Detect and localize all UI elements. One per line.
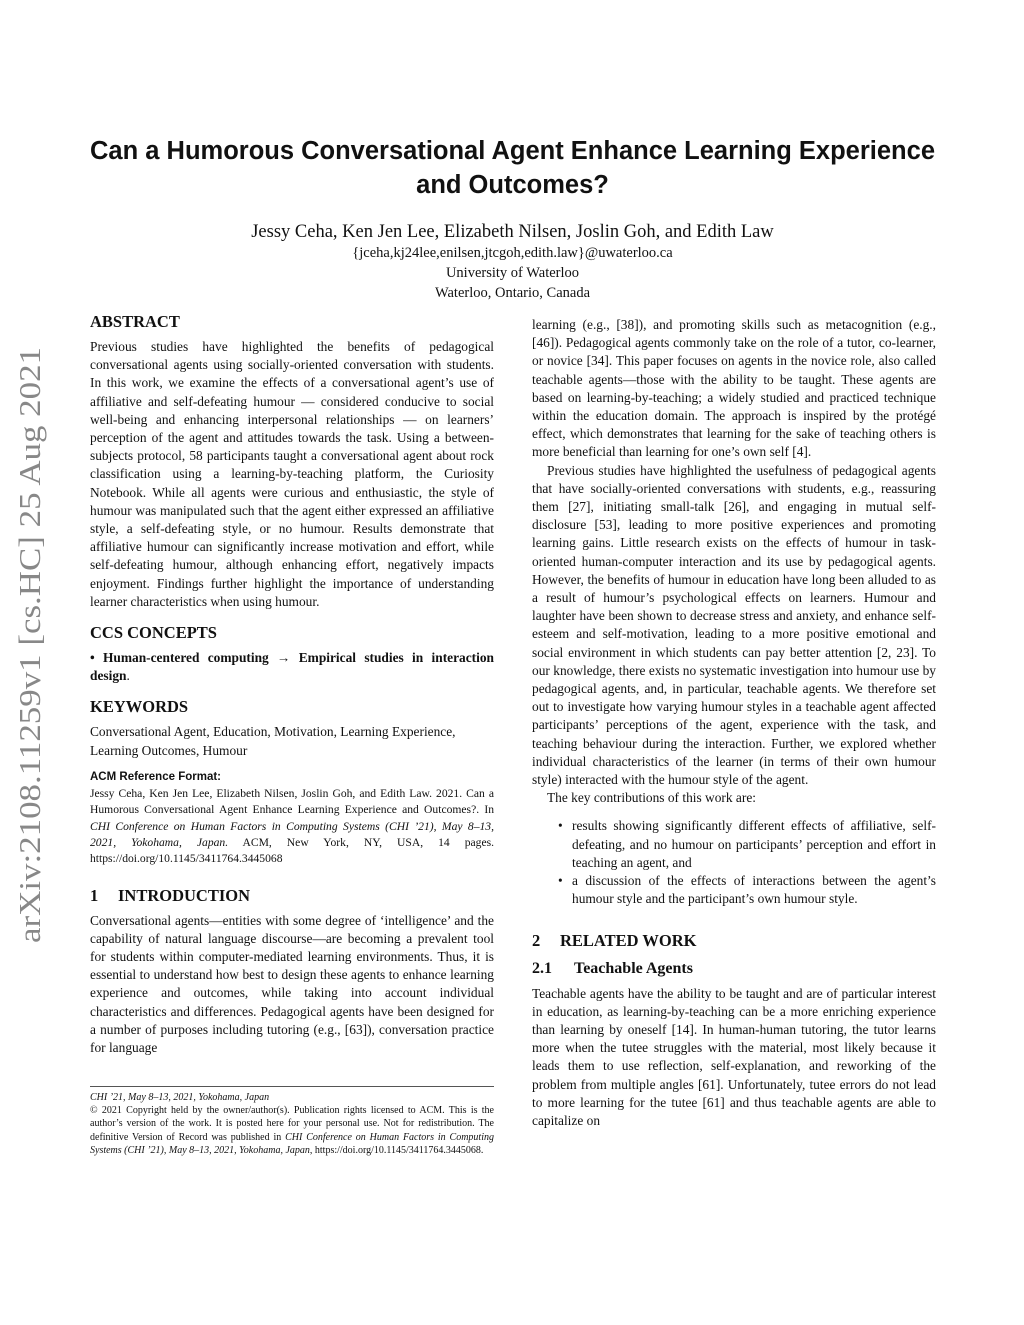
author-emails: {jceha,kj24lee,enilsen,jtcgoh,edith.law}@uwaterloo.ca [352,245,673,261]
paper-title: Can a Humorous Conversational Agent Enhance Learning Experience and Outcomes? [90,137,935,199]
university: University of Waterloo [445,265,580,281]
left-column [90,312,494,1057]
footnote-copyright: © 2021 Copyright held by the owner/author(s). Publication rights licensed to ACM. This is the author’s version of the work. It is posted here for your personal use. Not for redistribution. The definitive Version of Record was published in CHI Conference on Human Factors in Computing Systems (CHI ’21), May 8–13, 2021, Yokohama, Japan, https://doi.org/10.1145/3411764.3445068. [90,1105,494,1156]
intro-paragraph-2: Previous studies have highlighted the usefulness of pedagogical agents that have socially-oriented conversations with students, e.g., reassuring them [27], initiating small-talk [26], and engaging in mutual self-disclosure [53], leading to more positive experiences and promoting learning gains. Little research exists on the effects of humour in task-oriented human-computer interaction and its use by pedagogical agents. However, the benefits of humour in education have long been alluded to as a result of humour’s psychological effects on learners. Humour and laughter have been shown to decrease stress and anxiety, and enhance self-esteem and self-motivation, leading to a more positive emotional and social environment in which students can pay better attention [2, 23]. To our knowledge, there exists no systematic investigation into humour use by pedagogical agents, and, in particular, teachable agents. We therefore set out to investigate how varying humour styles in a teachable agent affected participants’ perceptions of the agent, experience with the task, and teaching behaviour during the interaction. Further, we explored whether individual characteristics of the learner (in terms of their own humour style) interacted with the humour style of the agent. [532,462,936,788]
author-list: Jessy Ceha, Ken Jen Lee, Elizabeth Nilsen, Joslin Goh, and Edith Law [251,222,774,242]
footnote [90,1086,494,1157]
ccs-text: • Human-centered computing → Empirical studies in interaction design [90,650,494,684]
contribution-list [532,817,936,908]
footnote-conference: CHI ’21, May 8–13, 2021, Yokohama, Japan [90,1092,270,1103]
related-paragraph-1: Teachable agents have the ability to be taught and are of particular interest in education, as learning-by-teaching can be a more enriching experience than learning by oneself [14]. In human-human tutoring, the tutor learns more when the tutee struggles with the material, most likely because it leads them to use reflection, self-explanation, and reworking of the problem from multiple angles [61]. Unfortunately, tutee errors do not lead to more learning for the tutee [61] and thus teachable agents are able to capitalize on [532,985,936,1128]
ccs-concepts: • Human-centered computing → Empirical studies in interaction design. [90,650,494,684]
ccs-heading: CCS CONCEPTS [90,623,217,643]
intro-paragraph-1-continued: learning (e.g., [38]), and promoting skills such as metacognition (e.g., [46]). Pedagogical agents commonly take on the role of a tutor, co-learner, or novice [34]. This paper focuses on agents in the novice role, also called teachable agents—those with the ability to be taught. These agents are based on learning-by-teaching; a widely studied and practiced technique within the education domain. The approach is inspired by the protégé effect, which demonstrates that learning for the sake of teaching others is more beneficial than learning for one’s own self [4]. [532,317,936,460]
teachable-agents-heading: 2.1 Teachable Agents [532,959,693,977]
intro-paragraph-1: Conversational agents—entities with some degree of ‘intelligence’ and the capability of natural language discourse—are becoming a prevalent tool for students within computer-mediated learning environments. Thus, it is essential to understand how best to design these agents to enhance learning experience and outcomes, while taking into account individual characteristics and differences. Pedagogical agents have been designed for a number of purposes including tutoring (e.g., [63]), conversation practice for language [90,912,494,1055]
arxiv-stamp [8,345,48,945]
abstract-heading: ABSTRACT [90,312,180,331]
list-item: • results showing significantly different effects of affiliative, self-defeating, and no humour on participants’ perception and effort in teaching an agent, and [532,817,936,872]
related-work-heading: 2 RELATED WORK [532,930,697,950]
keywords-text: Conversational Agent, Education, Motivation, Learning Experience, Learning Outcomes, Humour [90,724,456,758]
intro-paragraph-3: The key contributions of this work are: [547,790,756,806]
keywords-heading: KEYWORDS [90,697,189,717]
arxiv-id: arXiv:2108.11259v1 [cs.HC] 25 Aug 2021 [12,413,47,943]
right-column [532,316,936,1130]
intro-heading: 1 INTRODUCTION [90,885,251,905]
list-item: • a discussion of the effects of interactions between the agent’s humour style and the participant’s own humour style. [532,872,936,908]
acm-reference-text: Jessy Ceha, Ken Jen Lee, Elizabeth Nilsen, Joslin Goh, and Edith Law. 2021. Can a Humorous Conversational Agent Enhance Learning Experience and Outcomes?. In CHI Conference on Human Factors in Computing Systems (CHI ’21), May 8–13, 2021, Yokohama, Japan. ACM, New York, NY, USA, 14 pages. https://doi.org/10.1145/3411764.3445068 [90,787,494,866]
abstract-text: Previous studies have highlighted the benefits of pedagogical conversational agents using socially-oriented conversation with students. In this work, we examine the effects of a conversational agent’s use of affiliative and self-defeating humour — considered conducive to social well-being and enhancing interpersonal relationships — on learners’ perception of the agent and attitudes towards the task. Using a between-subjects protocol, 58 participants taught a conversational agent about rock classification using a learning-by-teaching platform, the Curiosity Notebook. While all agents were curious and enthusiastic, the style of humour was manipulated such that the agent either expressed an affiliative style, a self-defeating style, or no humour. Results demonstrate that affiliative humour can significantly increase motivation and effort, while self-defeating humour, although enhancing effort, negatively impacts enjoyment. Findings further highlight the importance of understanding learner characteristics when using humour. [90,339,494,609]
location: Waterloo, Ontario, Canada [434,285,591,301]
affiliation-block [90,243,935,303]
acm-reference-heading: ACM Reference Format: [90,770,221,783]
